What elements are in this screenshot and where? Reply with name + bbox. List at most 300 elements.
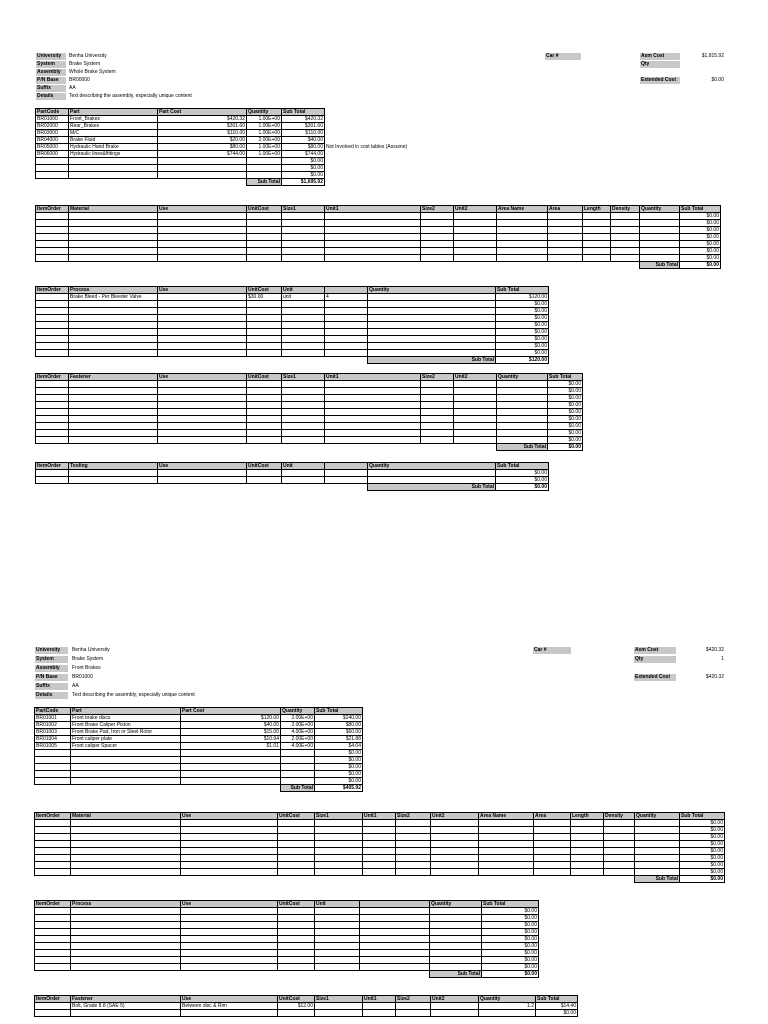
table-cell	[35, 922, 71, 929]
table-cell: $60.00	[315, 729, 363, 736]
fasteners-table	[34, 995, 578, 1017]
table-cell	[69, 322, 158, 329]
table-cell	[36, 308, 69, 315]
blank-cell	[36, 357, 368, 364]
table-cell	[421, 248, 454, 255]
table-cell	[325, 350, 368, 357]
table-cell	[635, 848, 680, 855]
table-cell	[69, 248, 158, 255]
table-row	[35, 908, 539, 915]
table-cell: BR01004	[35, 736, 71, 743]
table-cell	[315, 943, 360, 950]
table-cell	[282, 343, 325, 350]
table-cell	[247, 234, 282, 241]
table-cell	[158, 165, 247, 172]
column-header: Unit	[315, 901, 360, 908]
table-cell	[396, 827, 431, 834]
table-cell: BR01000	[36, 116, 69, 123]
column-header: Fastener	[69, 374, 158, 381]
table-cell	[640, 241, 680, 248]
table-cell	[35, 908, 71, 915]
table-cell	[315, 936, 360, 943]
table-cell	[604, 820, 635, 827]
table-cell	[69, 477, 158, 484]
tooling-table	[35, 462, 549, 491]
table-cell	[604, 855, 635, 862]
table-cell	[497, 395, 548, 402]
table-cell: $0.00	[496, 470, 549, 477]
fasteners-table	[35, 373, 583, 451]
suffix-value: AA	[69, 85, 76, 91]
table-cell: $0.00	[548, 402, 583, 409]
table-cell	[635, 841, 680, 848]
asm-cost-value: $1,815.92	[701, 53, 724, 59]
table-cell	[315, 1003, 363, 1010]
table-cell	[181, 771, 281, 778]
table-cell	[71, 771, 181, 778]
table-cell: $0.00	[680, 869, 725, 876]
column-header: Size1	[315, 996, 363, 1003]
table-cell	[421, 402, 454, 409]
table-cell	[69, 381, 158, 388]
table-cell	[368, 301, 496, 308]
table-cell	[325, 402, 421, 409]
column-header: Area Name	[479, 813, 534, 820]
table-cell	[36, 315, 69, 322]
table-cell	[181, 855, 278, 862]
table-row	[35, 929, 539, 936]
table-cell: Brake Bleed - Per Bleeder Valve	[69, 294, 158, 301]
table-cell	[36, 409, 69, 416]
table-cell	[247, 158, 282, 165]
details-value: Text describing the assembly, especially unique content	[72, 692, 195, 698]
table-cell	[363, 820, 396, 827]
table-cell	[158, 477, 247, 484]
table-cell	[278, 908, 315, 915]
table-cell	[363, 827, 396, 834]
table-cell	[360, 922, 430, 929]
table-cell	[158, 172, 247, 179]
table-cell: $0.00	[680, 227, 721, 234]
table-row	[35, 771, 363, 778]
table-cell	[181, 757, 281, 764]
table-cell	[71, 957, 181, 964]
column-header: UnitCost	[247, 374, 282, 381]
table-cell: unit	[282, 294, 325, 301]
table-cell: BR06000	[36, 151, 69, 158]
table-cell	[158, 301, 247, 308]
table-cell: $0.00	[680, 234, 721, 241]
subtotal-row	[36, 357, 549, 364]
table-cell	[430, 929, 482, 936]
table-cell: BR01005	[35, 743, 71, 750]
table-cell: $0.00	[496, 329, 549, 336]
table-cell	[315, 950, 360, 957]
table-row	[36, 130, 325, 137]
table-cell	[69, 416, 158, 423]
assembly-label: Assembly	[35, 665, 68, 672]
table-cell	[282, 416, 325, 423]
table-cell	[315, 862, 363, 869]
table-cell	[278, 929, 315, 936]
pn-base-label: P/N Base	[35, 674, 68, 681]
table-cell	[368, 315, 496, 322]
table-cell: $0.00	[496, 315, 549, 322]
column-header	[325, 463, 368, 470]
table-cell	[497, 220, 548, 227]
table-cell	[431, 1010, 479, 1017]
blank-cell	[35, 785, 281, 792]
university-label: University	[36, 53, 66, 60]
table-cell	[71, 764, 181, 771]
table-row	[36, 116, 325, 123]
table-cell	[69, 227, 158, 234]
table-cell	[247, 343, 282, 350]
table-cell	[635, 827, 680, 834]
table-cell	[325, 315, 368, 322]
table-cell	[35, 757, 71, 764]
table-row	[36, 343, 549, 350]
table-cell	[278, 964, 315, 971]
column-header: UnitCost	[247, 287, 282, 294]
column-header: UnitCost	[247, 206, 282, 213]
table-cell	[571, 841, 604, 848]
table-cell	[247, 395, 282, 402]
table-cell	[158, 329, 247, 336]
column-header: Sub Total	[496, 287, 549, 294]
table-cell	[35, 778, 71, 785]
column-header: Unit	[282, 463, 325, 470]
table-cell	[363, 869, 396, 876]
table-cell	[363, 1003, 396, 1010]
table-cell: $80.00	[282, 144, 325, 151]
table-cell: $420.32	[158, 116, 247, 123]
table-cell	[247, 437, 282, 444]
table-cell	[282, 336, 325, 343]
table-cell: $0.00	[315, 750, 363, 757]
table-cell: 2.00E+00	[281, 715, 315, 722]
table-cell: BR01003	[35, 729, 71, 736]
table-cell	[158, 220, 247, 227]
table-cell: $0.00	[548, 430, 583, 437]
table-cell	[36, 470, 69, 477]
table-cell	[158, 437, 247, 444]
table-cell	[158, 395, 247, 402]
table-row	[36, 470, 549, 477]
table-cell: $0.00	[315, 771, 363, 778]
subtotal-value: $0.00	[496, 484, 549, 491]
table-cell: M/C	[69, 130, 158, 137]
table-cell	[315, 855, 363, 862]
extended-cost-label: Extended Cost	[634, 674, 676, 681]
details-label: Details	[35, 692, 68, 699]
table-cell	[635, 855, 680, 862]
table-cell	[454, 423, 497, 430]
table-cell: $0.00	[548, 423, 583, 430]
table-cell	[431, 869, 479, 876]
table-cell: $0.00	[548, 388, 583, 395]
table-cell	[282, 255, 325, 262]
table-cell: 1.00E+00	[247, 151, 282, 158]
table-cell	[158, 315, 247, 322]
table-cell	[35, 827, 71, 834]
table-cell	[181, 848, 278, 855]
table-cell	[360, 950, 430, 957]
table-cell	[421, 213, 454, 220]
table-cell	[368, 294, 496, 301]
table-cell	[69, 329, 158, 336]
table-cell	[35, 943, 71, 950]
subtotal-value: $0.00	[548, 444, 583, 451]
column-header: ItemOrder	[36, 206, 69, 213]
table-cell	[158, 423, 247, 430]
table-cell: $0.00	[282, 172, 325, 179]
column-header: Part	[69, 109, 158, 116]
table-cell: $0.00	[680, 841, 725, 848]
table-cell: $40.00	[282, 137, 325, 144]
subtotal-row	[36, 262, 721, 269]
table-cell	[363, 848, 396, 855]
table-cell	[325, 329, 368, 336]
table-row	[36, 172, 325, 179]
table-cell	[278, 936, 315, 943]
table-cell: $0.00	[680, 248, 721, 255]
column-header: ItemOrder	[36, 463, 69, 470]
assembly-label: Assembly	[36, 69, 66, 76]
table-cell	[360, 929, 430, 936]
table-cell	[71, 1010, 181, 1017]
table-cell: Between disc & Rim	[181, 1003, 278, 1010]
table-cell: $15.00	[181, 729, 281, 736]
column-header: Process	[69, 287, 158, 294]
table-cell	[479, 855, 534, 862]
table-cell: $0.00	[482, 950, 539, 957]
table-cell	[431, 1003, 479, 1010]
table-cell	[282, 477, 325, 484]
column-header: Sub Total	[282, 109, 325, 116]
column-header: Density	[604, 813, 635, 820]
table-row	[36, 388, 583, 395]
table-cell	[71, 936, 181, 943]
table-cell	[548, 248, 583, 255]
table-cell: Bolt, Grade 8.8 (SAE 5)	[71, 1003, 181, 1010]
table-cell	[479, 848, 534, 855]
parts-table	[34, 707, 363, 792]
table-cell	[35, 1003, 71, 1010]
column-header: Unit2	[431, 996, 479, 1003]
table-cell	[69, 315, 158, 322]
blank-cell	[36, 484, 368, 491]
table-cell	[71, 950, 181, 957]
table-cell	[325, 430, 421, 437]
table-cell: $0.00	[680, 848, 725, 855]
table-cell	[396, 855, 431, 862]
table-cell	[69, 437, 158, 444]
table-cell	[247, 477, 282, 484]
table-cell	[282, 248, 325, 255]
table-cell: $0.00	[680, 827, 725, 834]
table-cell	[497, 234, 548, 241]
table-cell	[360, 915, 430, 922]
table-cell: $1.01	[181, 743, 281, 750]
table-cell: Front caliper plate	[71, 736, 181, 743]
table-cell	[278, 943, 315, 950]
table-cell	[69, 343, 158, 350]
table-cell	[430, 922, 482, 929]
table-row	[35, 722, 363, 729]
table-cell	[69, 165, 158, 172]
table-cell	[571, 834, 604, 841]
table-cell	[315, 869, 363, 876]
table-cell	[158, 336, 247, 343]
table-cell	[158, 416, 247, 423]
table-cell	[36, 395, 69, 402]
table-cell	[247, 308, 282, 315]
table-cell	[454, 416, 497, 423]
table-cell	[181, 929, 278, 936]
table-cell	[479, 1010, 536, 1017]
table-cell: $0.00	[315, 778, 363, 785]
table-row	[36, 255, 721, 262]
table-cell: $0.00	[282, 165, 325, 172]
table-header-row	[35, 708, 363, 715]
table-cell	[368, 343, 496, 350]
table-cell	[35, 771, 71, 778]
table-cell	[635, 862, 680, 869]
table-cell	[430, 964, 482, 971]
table-cell: Front Brake Caliper Piston	[71, 722, 181, 729]
table-cell: Front Brake Pad, Iron or Steel Rotor	[71, 729, 181, 736]
table-cell	[247, 336, 282, 343]
table-cell	[69, 423, 158, 430]
table-cell	[583, 213, 611, 220]
table-cell	[158, 430, 247, 437]
table-cell	[454, 255, 497, 262]
table-row	[35, 841, 725, 848]
table-row	[35, 729, 363, 736]
table-cell	[363, 855, 396, 862]
table-cell	[497, 409, 548, 416]
column-header: Density	[611, 206, 640, 213]
table-cell	[282, 234, 325, 241]
table-cell: BR02000	[36, 123, 69, 130]
table-cell: BR01001	[35, 715, 71, 722]
table-row	[35, 936, 539, 943]
table-header-row	[35, 813, 725, 820]
table-cell	[421, 241, 454, 248]
table-cell	[454, 220, 497, 227]
table-cell	[497, 381, 548, 388]
subtotal-label: Sub Total	[281, 785, 315, 792]
table-cell	[181, 827, 278, 834]
table-cell	[69, 172, 158, 179]
table-cell: $110.00	[158, 130, 247, 137]
table-cell	[583, 241, 611, 248]
table-cell	[247, 329, 282, 336]
table-cell	[36, 301, 69, 308]
table-cell	[363, 862, 396, 869]
table-cell	[158, 470, 247, 477]
table-cell	[315, 820, 363, 827]
column-header: ItemOrder	[35, 996, 71, 1003]
table-cell	[325, 301, 368, 308]
table-cell	[282, 308, 325, 315]
table-cell	[281, 778, 315, 785]
table-cell: $0.00	[315, 757, 363, 764]
table-cell	[69, 350, 158, 357]
table-cell	[281, 757, 315, 764]
column-header: Use	[181, 813, 278, 820]
table-cell: $80.00	[315, 722, 363, 729]
table-cell	[247, 423, 282, 430]
table-cell: $301.60	[282, 123, 325, 130]
column-header: Size2	[396, 996, 431, 1003]
table-cell	[181, 964, 278, 971]
table-cell	[640, 234, 680, 241]
table-row	[35, 750, 363, 757]
column-header: Quantity	[479, 996, 536, 1003]
subtotal-label: Sub Total	[635, 876, 680, 883]
table-row	[36, 409, 583, 416]
column-header: Use	[158, 463, 247, 470]
table-cell: $0.00	[315, 764, 363, 771]
subtotal-value: $0.00	[680, 876, 725, 883]
table-cell	[640, 248, 680, 255]
university-label: University	[35, 647, 68, 654]
table-cell	[36, 329, 69, 336]
table-cell	[497, 388, 548, 395]
table-cell	[281, 750, 315, 757]
table-cell	[71, 943, 181, 950]
table-row	[35, 950, 539, 957]
table-cell	[71, 964, 181, 971]
table-cell	[315, 1010, 363, 1017]
table-cell	[158, 388, 247, 395]
table-cell	[36, 255, 69, 262]
column-header: Length	[571, 813, 604, 820]
table-row	[36, 137, 325, 144]
materials-table	[34, 812, 725, 883]
table-cell: 1.00E+00	[247, 130, 282, 137]
table-cell	[181, 1010, 278, 1017]
table-cell	[583, 234, 611, 241]
table-cell	[548, 227, 583, 234]
table-cell	[158, 343, 247, 350]
table-cell	[431, 841, 479, 848]
table-cell	[247, 255, 282, 262]
column-header: Sub Total	[536, 996, 578, 1003]
table-cell: $0.00	[680, 220, 721, 227]
table-cell: BR01002	[35, 722, 71, 729]
table-row	[35, 862, 725, 869]
table-cell	[35, 964, 71, 971]
table-cell	[35, 950, 71, 957]
column-header: PartCode	[35, 708, 71, 715]
table-row	[36, 322, 549, 329]
table-cell: $20.00	[158, 137, 247, 144]
table-cell	[315, 922, 360, 929]
table-cell	[181, 908, 278, 915]
column-header: ItemOrder	[35, 901, 71, 908]
table-cell	[71, 869, 181, 876]
table-row	[36, 241, 721, 248]
table-cell: $0.00	[680, 241, 721, 248]
table-row	[36, 158, 325, 165]
column-header: Sub Total	[482, 901, 539, 908]
subtotal-value: $120.00	[496, 357, 549, 364]
table-cell: Hydraulic lines&fittings	[69, 151, 158, 158]
table-cell: $0.00	[482, 936, 539, 943]
